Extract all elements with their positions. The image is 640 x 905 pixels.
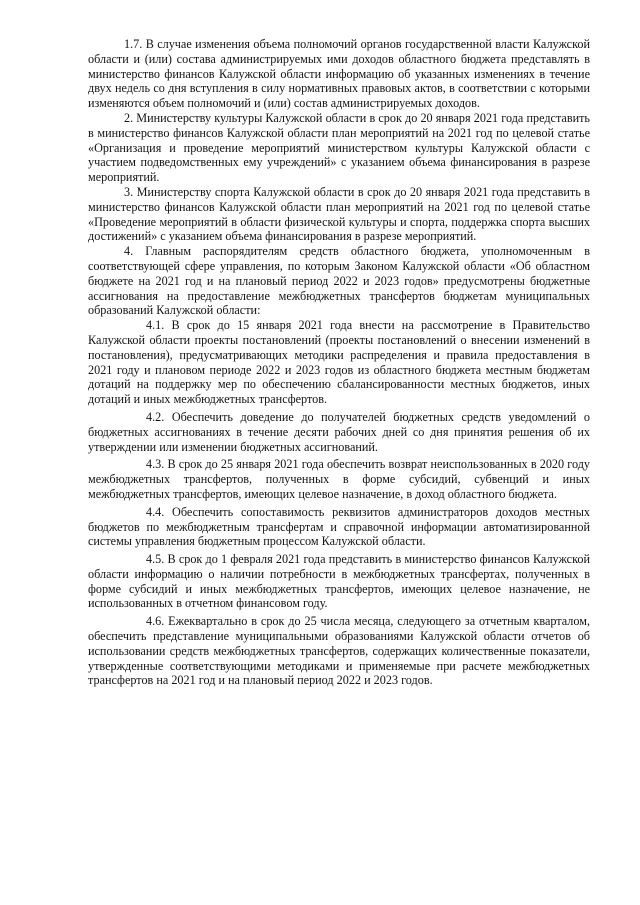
document-body [88,37,590,688]
paragraph-3: 3. Министерству спорта Калужской области в срок до 20 января 2021 года представить в министерство финансов Калужской области план мероприятий на 2021 год по целевой статье «Проведение мероприятий в области физической культуры и спорта, поддержка спорта высших достижений» с указанием объема финансирования в разрезе мероприятий. [88,184,590,244]
paragraph-4-4: 4.4. Обеспечить сопоставимость реквизитов администраторов доходов местных бюджетов по межбюджетным трансфертам и справочной информации автоматизированной системы управления бюджетным процессом Калужской области. [88,504,590,549]
paragraph-4-1: 4.1. В срок до 15 января 2021 года внести на рассмотрение в Правительство Калужской области проекты постановлений (проекты постановлений о внесении изменений в постановления), предусматривающих методики распределения и правила предоставления в 2021 году и плановом периоде 2022 и 2023 годов из областного бюджета местным бюджетам дотаций на поддержку мер по обеспечению сбалансированности местных бюджетов, иных дотаций и иных межбюджетных трансфертов. [88,318,590,407]
paragraph-4-3: 4.3. В срок до 25 января 2021 года обеспечить возврат неиспользованных в 2020 году межбюджетных трансфертов, полученных в форме субсидий, субвенций и иных межбюджетных трансфертов, имеющих целевое назначение, в доход областного бюджета. [88,457,590,501]
paragraph-2: 2. Министерству культуры Калужской области в срок до 20 января 2021 года представить в министерство финансов Калужской области план мероприятий на 2021 год по целевой статье «Организация и проведение мероприятий министерством культуры Калужской области с участием подведомственных ему учреждений» с указанием объема финансирования в разрезе мероприятий. [88,110,590,185]
paragraph-4-2: 4.2. Обеспечить доведение до получателей бюджетных средств уведомлений о бюджетных ассигнованиях в течение десяти рабочих дней со дня принятия решения об их утверждении или изменении бюджетных ассигнований. [88,409,590,454]
paragraph-4-6: 4.6. Ежеквартально в срок до 25 числа месяца, следующего за отчетным кварталом, обеспечить представление муниципальными образованиями Калужской области отчетов об использовании средств межбюджетных трансфертов, содержащих количественные показатели, утвержденные соответствующими методиками и применяемые при расчете межбюджетных трансфертов на 2021 год и на плановый период 2022 и 2023 годов. [88,614,590,688]
paragraph-1-7: 1.7. В случае изменения объема полномочий органов государственной власти Калужской области и (или) состава администрируемых ими доходов областного бюджета представлять в министерство финансов Калужской области информацию об указанных изменениях в течение двух недель со дня вступления в силу нормативных правовых актов, в соответствии с которыми изменяются объем полномочий и (или) состав администрируемых доходов. [88,37,590,111]
paragraph-4: 4. Главным распорядителям средств областного бюджета, уполномоченным в соответствующей сфере управления, по которым Законом Калужской области «Об областном бюджете на 2021 год и на плановый период 2022 и 2023 годов» предусмотрены бюджетные ассигнования на предоставление межбюджетных трансфертов бюджетам муниципальных образований Калужской области: [88,244,590,318]
paragraph-4-5: 4.5. В срок до 1 февраля 2021 года представить в министерство финансов Калужской области информацию о наличии потребности в межбюджетных трансфертах, полученных в форме субсидий и иных межбюджетных трансфертов, имеющих целевое назначение, не использованных в отчетном финансовом году. [88,552,590,611]
